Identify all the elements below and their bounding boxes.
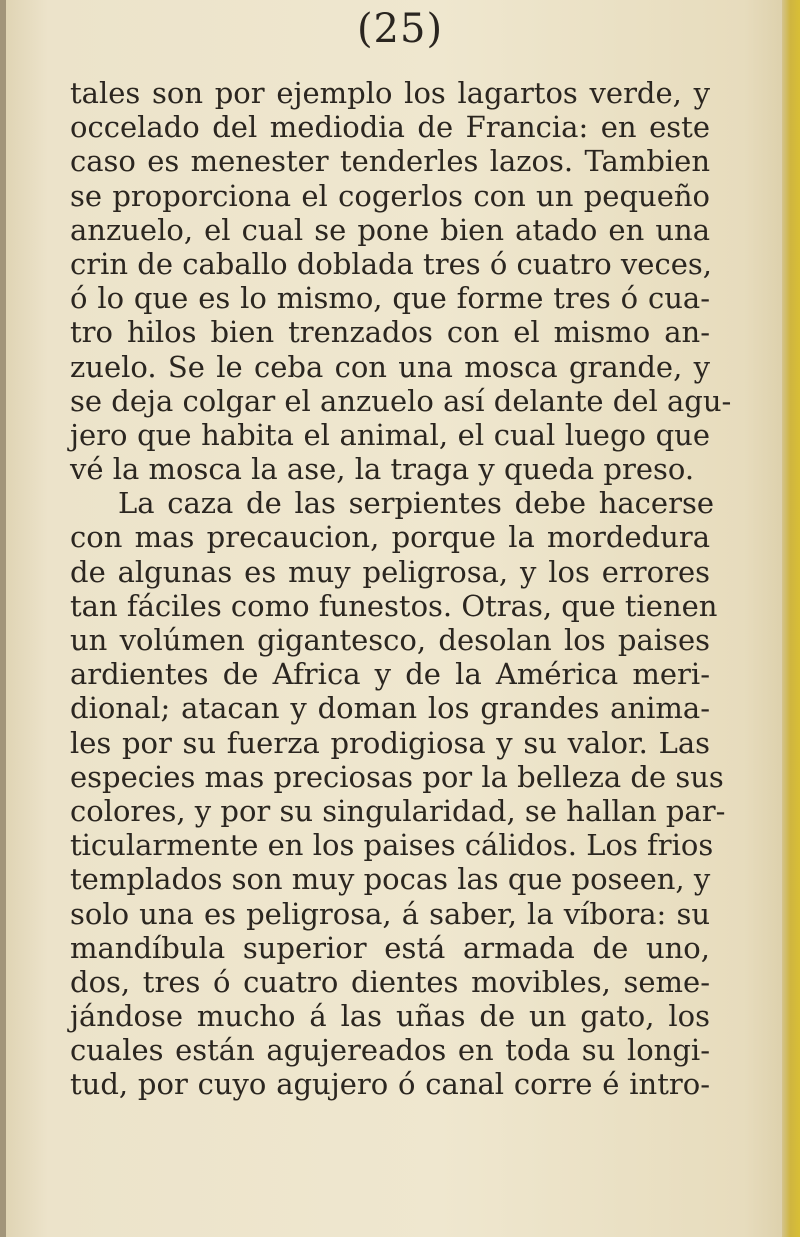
text-line: mandíbula superior está armada de uno, (70, 930, 710, 965)
text-line: jándose mucho á las uñas de un gato, los (70, 999, 710, 1034)
text-line: tro hilos bien trenzados con el mismo an- (70, 315, 710, 350)
page-number: (25) (356, 6, 444, 52)
text-line: zuelo. Se le ceba con una mosca grande, y (70, 349, 710, 384)
text-line: templados son muy pocas las que poseen, y (70, 862, 711, 897)
text-line: tud, por cuyo agujero ó canal corre é intro- (70, 1067, 710, 1102)
body-text (70, 76, 770, 1102)
page-left-edge (0, 0, 6, 1237)
text-line: tales son por ejemplo los lagartos verde, y (70, 76, 710, 110)
text-line: jero que habita el animal, el cual luego que (70, 417, 710, 452)
text-line: solo una es peligrosa, á saber, la víbora: su (70, 896, 710, 931)
text-line: un volúmen gigantesco, desolan los paises (70, 623, 710, 657)
text-line: especies mas preciosas por la belleza de sus (70, 759, 724, 794)
text-line: La caza de las serpientes debe hacerse (118, 486, 714, 521)
page-right-edge (782, 0, 800, 1237)
text-line: se proporciona el cogerlos con un pequeño (70, 178, 710, 213)
text-line: crin de caballo doblada tres ó cuatro veces, (70, 246, 712, 281)
text-line: occelado del mediodia de Francia: en este (70, 110, 710, 145)
text-line: vé la mosca la ase, la traga y queda preso. (70, 452, 695, 487)
text-line: anzuelo, el cual se pone bien atado en una (70, 212, 710, 247)
text-line: con mas precaucion, porque la mordedura (70, 520, 710, 555)
text-line: ticularmente en los paises cálidos. Los frios (70, 828, 714, 863)
text-line: les por su fuerza prodigiosa y su valor. Las (70, 725, 710, 760)
text-line: ó lo que es lo mismo, que forme tres ó cua- (70, 281, 710, 316)
text-line: se deja colgar el anzuelo así delante del agu- (70, 383, 732, 418)
text-line: colores, y por su singularidad, se hallan par- (70, 793, 726, 828)
text-line: cuales están agujereados en toda su longi- (70, 1033, 710, 1068)
text-line: dos, tres ó cuatro dientes movibles, seme- (70, 964, 710, 999)
text-line: dional; atacan y doman los grandes anima- (70, 691, 710, 726)
text-line: ardientes de Africa y de la América meri- (70, 657, 710, 692)
text-line: caso es menester tenderles lazos. Tambien (70, 144, 710, 179)
text-line: tan fáciles como funestos. Otras, que tienen (70, 588, 718, 623)
text-line: de algunas es muy peligrosa, y los errores (70, 554, 710, 589)
